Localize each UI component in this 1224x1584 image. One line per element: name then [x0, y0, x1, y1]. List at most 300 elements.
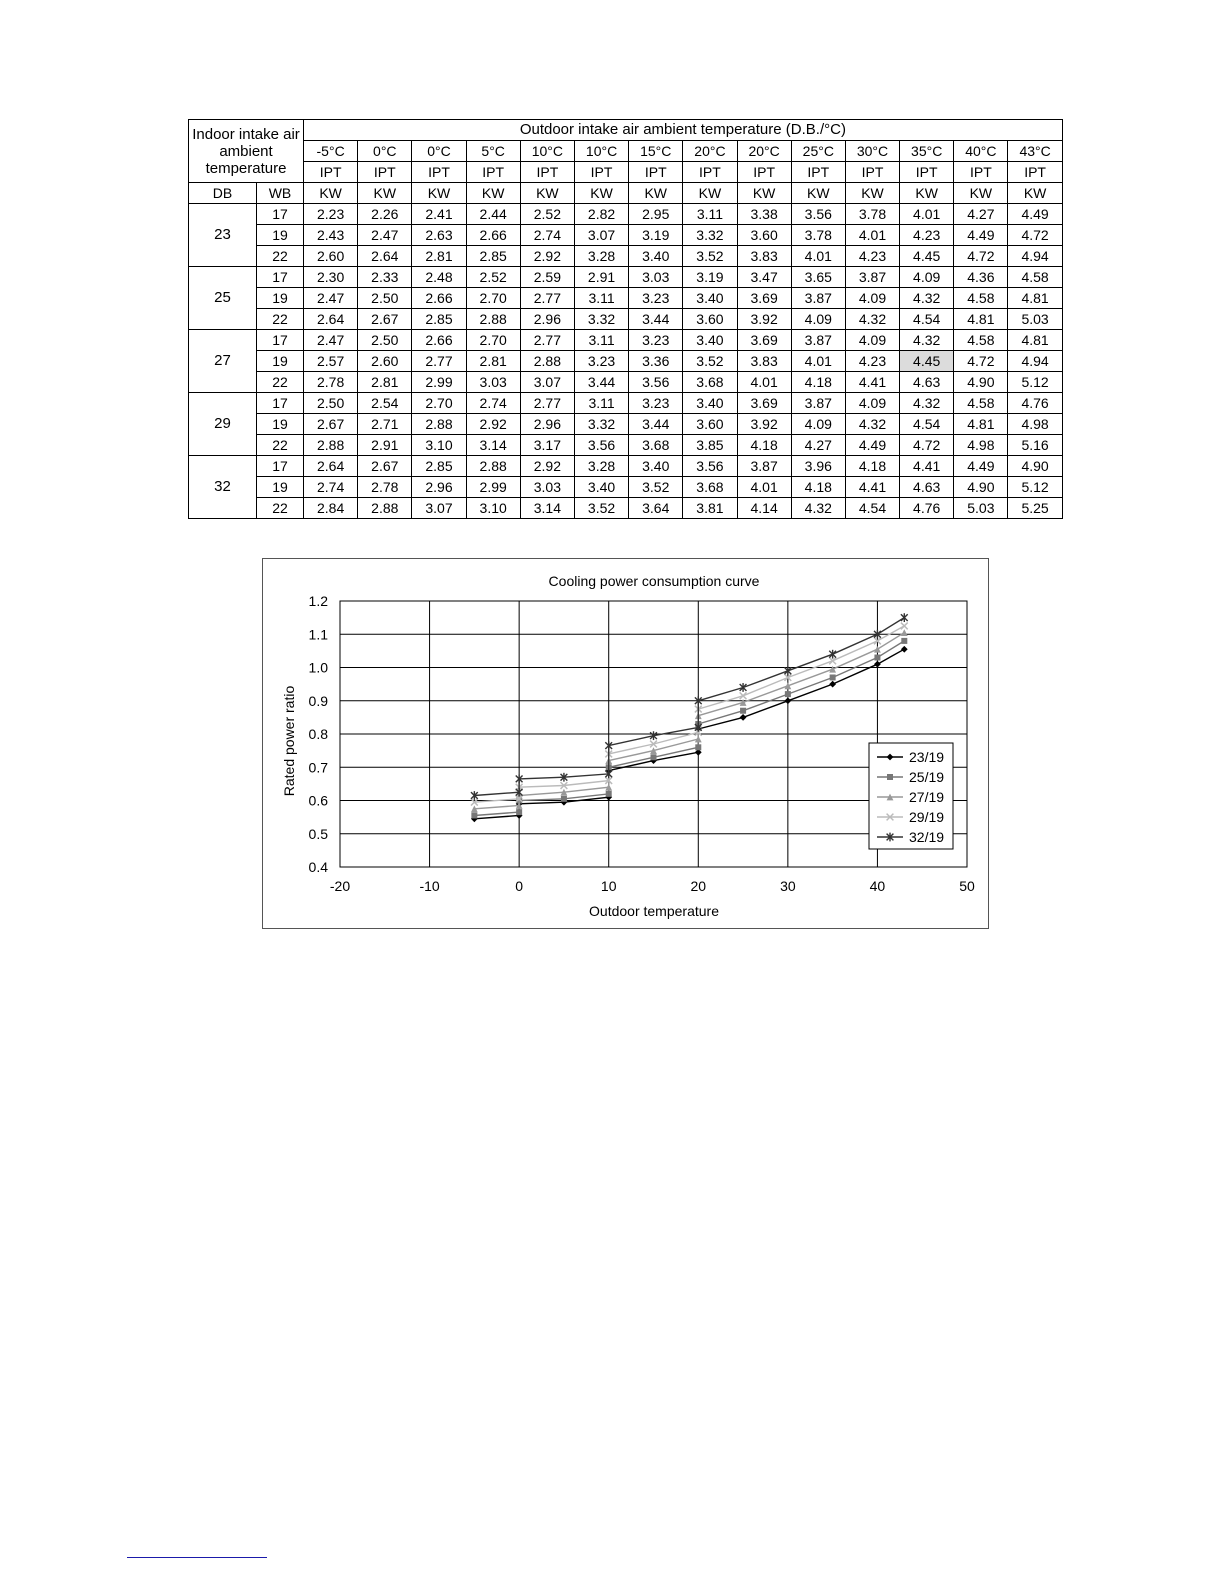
value-cell: 2.52 [520, 204, 574, 225]
wb-cell: 19 [257, 288, 304, 309]
wb-cell: 17 [257, 456, 304, 477]
value-cell: 3.69 [737, 330, 791, 351]
value-cell: 2.92 [520, 246, 574, 267]
chart-title: Cooling power consumption curve [548, 573, 760, 589]
value-cell: 3.17 [520, 435, 574, 456]
value-cell: 4.94 [1008, 246, 1062, 267]
value-cell: 4.72 [1008, 225, 1062, 246]
table-row [189, 393, 1063, 414]
data-point [695, 744, 701, 750]
value-cell: 3.87 [737, 456, 791, 477]
table-row [189, 498, 1063, 519]
value-cell: 3.11 [574, 330, 628, 351]
value-cell: 2.41 [412, 204, 466, 225]
value-cell: 2.88 [304, 435, 358, 456]
value-cell: 4.45 [900, 246, 954, 267]
value-cell: 3.19 [683, 267, 737, 288]
value-cell: 4.09 [900, 267, 954, 288]
value-cell: 4.01 [791, 351, 845, 372]
value-cell: 2.91 [574, 267, 628, 288]
value-cell: 3.23 [629, 288, 683, 309]
data-point [901, 638, 907, 644]
value-cell: 3.64 [629, 498, 683, 519]
y-tick-label: 0.4 [308, 859, 328, 875]
data-point [606, 791, 612, 797]
value-cell: 4.58 [954, 288, 1008, 309]
ipt-cell: IPT [412, 162, 466, 183]
value-cell: 2.88 [520, 351, 574, 372]
value-cell: 4.27 [791, 435, 845, 456]
data-point [516, 809, 522, 815]
value-cell: 4.49 [1008, 204, 1062, 225]
value-cell: 3.38 [737, 204, 791, 225]
wb-cell: 22 [257, 498, 304, 519]
value-cell: 4.09 [791, 309, 845, 330]
value-cell: 3.19 [629, 225, 683, 246]
temperature-header-row [189, 141, 1063, 162]
value-cell: 4.81 [1008, 288, 1062, 309]
data-point [561, 796, 567, 802]
y-tick-label: 0.5 [308, 825, 328, 842]
value-cell: 4.81 [954, 309, 1008, 330]
data-point [471, 812, 477, 818]
wb-cell: 19 [257, 477, 304, 498]
outdoor-header: Outdoor intake air ambient temperature (D.B./°C) [304, 120, 1063, 141]
ipt-cell: IPT [520, 162, 574, 183]
wb-cell: 22 [257, 309, 304, 330]
ipt-cell: IPT [304, 162, 358, 183]
value-cell: 2.96 [520, 414, 574, 435]
value-cell: 2.48 [412, 267, 466, 288]
value-cell: 4.58 [1008, 267, 1062, 288]
value-cell: 4.01 [791, 246, 845, 267]
value-cell: 2.57 [304, 351, 358, 372]
value-cell: 3.52 [629, 477, 683, 498]
y-axis-label: Rated power ratio [281, 685, 297, 797]
kw-cell: KW [737, 183, 791, 204]
data-point [887, 774, 893, 780]
value-cell: 3.87 [791, 330, 845, 351]
value-cell: 3.87 [845, 267, 899, 288]
value-cell: 3.07 [412, 498, 466, 519]
value-cell: 3.40 [629, 246, 683, 267]
value-cell: 2.33 [358, 267, 412, 288]
value-cell: 4.32 [845, 309, 899, 330]
legend-label: 27/19 [909, 789, 945, 805]
kw-cell: KW [574, 183, 628, 204]
value-cell: 4.09 [845, 288, 899, 309]
temp-header-cell: 35°C [900, 141, 954, 162]
value-cell: 4.58 [954, 330, 1008, 351]
kw-cell: KW [845, 183, 899, 204]
value-cell: 3.44 [574, 372, 628, 393]
value-cell: 5.12 [1008, 477, 1062, 498]
footnote-rule [127, 1557, 267, 1558]
value-cell: 2.30 [304, 267, 358, 288]
value-cell: 4.98 [1008, 414, 1062, 435]
value-cell: 4.14 [737, 498, 791, 519]
value-cell: 4.09 [845, 393, 899, 414]
wb-cell: 19 [257, 225, 304, 246]
value-cell: 2.91 [358, 435, 412, 456]
table-row [189, 330, 1063, 351]
value-cell: 3.85 [683, 435, 737, 456]
value-cell: 4.32 [900, 288, 954, 309]
table-row [189, 267, 1063, 288]
value-cell: 2.77 [520, 393, 574, 414]
value-cell: 3.14 [466, 435, 520, 456]
value-cell: 2.66 [466, 225, 520, 246]
value-cell: 4.23 [845, 246, 899, 267]
value-cell: 2.70 [466, 330, 520, 351]
value-cell: 2.78 [304, 372, 358, 393]
value-cell: 2.85 [412, 456, 466, 477]
value-cell: 4.63 [900, 372, 954, 393]
value-cell: 2.64 [304, 456, 358, 477]
x-tick-label: 30 [780, 878, 796, 894]
value-cell: 5.16 [1008, 435, 1062, 456]
table-row [189, 456, 1063, 477]
value-cell: 3.69 [737, 288, 791, 309]
value-cell: 3.56 [629, 372, 683, 393]
value-cell: 3.69 [737, 393, 791, 414]
value-cell: 4.98 [954, 435, 1008, 456]
value-cell: 3.10 [412, 435, 466, 456]
value-cell: 2.99 [412, 372, 466, 393]
value-cell: 3.40 [629, 456, 683, 477]
value-cell: 2.99 [466, 477, 520, 498]
value-cell: 4.72 [954, 351, 1008, 372]
db-cell: 27 [189, 330, 257, 393]
table-row [189, 204, 1063, 225]
value-cell: 4.09 [791, 414, 845, 435]
value-cell: 3.92 [737, 309, 791, 330]
kw-cell: KW [791, 183, 845, 204]
value-cell: 2.60 [304, 246, 358, 267]
value-cell: 3.03 [629, 267, 683, 288]
kw-cell: KW [1008, 183, 1062, 204]
value-cell: 2.84 [304, 498, 358, 519]
temp-header-cell: 5°C [466, 141, 520, 162]
table-row [189, 435, 1063, 456]
value-cell: 4.32 [900, 393, 954, 414]
kw-cell: KW [629, 183, 683, 204]
ipt-cell: IPT [358, 162, 412, 183]
ipt-cell: IPT [737, 162, 791, 183]
legend-label: 25/19 [909, 769, 945, 785]
value-cell: 4.90 [954, 372, 1008, 393]
value-cell: 2.92 [520, 456, 574, 477]
y-tick-label: 0.7 [308, 759, 328, 776]
value-cell: 4.76 [1008, 393, 1062, 414]
data-point [874, 655, 880, 661]
value-cell: 3.11 [574, 288, 628, 309]
value-cell: 3.68 [683, 477, 737, 498]
ipt-cell: IPT [574, 162, 628, 183]
value-cell: 2.67 [304, 414, 358, 435]
value-cell: 3.83 [737, 351, 791, 372]
value-cell: 2.85 [466, 246, 520, 267]
kw-cell: KW [358, 183, 412, 204]
legend-label: 29/19 [909, 809, 945, 825]
value-cell: 3.92 [737, 414, 791, 435]
wb-cell: 17 [257, 204, 304, 225]
value-cell: 2.77 [520, 330, 574, 351]
db-label: DB [189, 183, 257, 204]
temp-header-cell: 0°C [358, 141, 412, 162]
wb-cell: 17 [257, 393, 304, 414]
table-row [189, 414, 1063, 435]
value-cell: 2.70 [466, 288, 520, 309]
data-point [830, 674, 836, 680]
value-cell: 2.47 [358, 225, 412, 246]
value-cell: 3.10 [466, 498, 520, 519]
y-tick-label: 0.8 [308, 726, 328, 742]
value-cell: 2.77 [412, 351, 466, 372]
db-cell: 32 [189, 456, 257, 519]
value-cell: 3.81 [683, 498, 737, 519]
temp-header-cell: 20°C [737, 141, 791, 162]
legend-label: 32/19 [909, 829, 945, 845]
wb-cell: 17 [257, 330, 304, 351]
value-cell: 3.52 [683, 351, 737, 372]
value-cell: 3.87 [791, 393, 845, 414]
temp-header-cell: 10°C [574, 141, 628, 162]
x-tick-label: 40 [869, 878, 886, 894]
ipt-cell: IPT [954, 162, 1008, 183]
kw-unit-row [189, 183, 1063, 204]
wb-cell: 19 [257, 414, 304, 435]
value-cell: 3.44 [629, 309, 683, 330]
value-cell: 3.56 [683, 456, 737, 477]
y-tick-label: 0.6 [308, 792, 328, 809]
value-cell: 3.56 [574, 435, 628, 456]
value-cell: 2.82 [574, 204, 628, 225]
value-cell: 2.96 [520, 309, 574, 330]
value-cell: 4.54 [900, 309, 954, 330]
value-cell: 4.90 [954, 477, 1008, 498]
value-cell: 2.88 [466, 309, 520, 330]
value-cell: 4.54 [900, 414, 954, 435]
chart-frame [262, 558, 989, 929]
wb-cell: 22 [257, 246, 304, 267]
temp-header-cell: 25°C [791, 141, 845, 162]
x-axis-label: Outdoor temperature [589, 903, 719, 919]
value-cell: 2.67 [358, 309, 412, 330]
value-cell: 2.95 [629, 204, 683, 225]
wb-label: WB [257, 183, 304, 204]
kw-cell: KW [304, 183, 358, 204]
value-cell: 3.47 [737, 267, 791, 288]
value-cell: 2.77 [520, 288, 574, 309]
legend-label: 23/19 [909, 749, 945, 765]
value-cell: 3.83 [737, 246, 791, 267]
value-cell: 3.28 [574, 246, 628, 267]
value-cell: 2.92 [466, 414, 520, 435]
value-cell: 2.66 [412, 330, 466, 351]
y-tick-label: 1.0 [308, 659, 328, 676]
ipt-unit-row [189, 162, 1063, 183]
value-cell: 2.88 [412, 414, 466, 435]
value-cell: 2.88 [358, 498, 412, 519]
value-cell: 4.23 [900, 225, 954, 246]
cooling-power-chart [263, 559, 988, 928]
temp-header-cell: 15°C [629, 141, 683, 162]
value-cell: 3.23 [629, 330, 683, 351]
table-row [189, 351, 1063, 372]
value-cell: 4.01 [737, 477, 791, 498]
db-cell: 25 [189, 267, 257, 330]
value-cell: 4.63 [900, 477, 954, 498]
value-cell: 2.74 [304, 477, 358, 498]
value-cell: 2.23 [304, 204, 358, 225]
ipt-cell: IPT [629, 162, 683, 183]
wb-cell: 22 [257, 372, 304, 393]
value-cell: 3.60 [683, 414, 737, 435]
value-cell: 4.01 [737, 372, 791, 393]
kw-cell: KW [683, 183, 737, 204]
value-cell: 3.07 [574, 225, 628, 246]
value-cell: 3.03 [466, 372, 520, 393]
value-cell: 2.43 [304, 225, 358, 246]
value-cell: 4.41 [845, 372, 899, 393]
value-cell: 3.11 [683, 204, 737, 225]
value-cell: 4.76 [900, 498, 954, 519]
table-row [189, 372, 1063, 393]
temp-header-cell: 40°C [954, 141, 1008, 162]
value-cell: 2.60 [358, 351, 412, 372]
kw-cell: KW [466, 183, 520, 204]
x-tick-label: 0 [515, 878, 524, 894]
value-cell: 2.47 [304, 330, 358, 351]
value-cell: 2.64 [304, 309, 358, 330]
value-cell: 4.18 [845, 456, 899, 477]
value-cell: 3.65 [791, 267, 845, 288]
value-cell: 4.54 [845, 498, 899, 519]
table-row [189, 288, 1063, 309]
value-cell: 4.49 [954, 456, 1008, 477]
y-tick-label: 0.9 [308, 692, 328, 709]
value-cell: 4.18 [737, 435, 791, 456]
value-cell: 3.32 [683, 225, 737, 246]
value-cell: 2.81 [466, 351, 520, 372]
value-cell: 3.23 [629, 393, 683, 414]
value-cell: 3.60 [737, 225, 791, 246]
value-cell: 4.94 [1008, 351, 1062, 372]
ipt-cell: IPT [791, 162, 845, 183]
value-cell: 3.28 [574, 456, 628, 477]
value-cell: 4.32 [900, 330, 954, 351]
x-tick-label: 50 [959, 878, 975, 894]
ipt-cell: IPT [845, 162, 899, 183]
value-cell: 3.68 [629, 435, 683, 456]
value-cell: 4.49 [954, 225, 1008, 246]
data-point [651, 754, 657, 760]
value-cell: 3.60 [683, 309, 737, 330]
value-cell: 4.45 [900, 351, 954, 372]
value-cell: 5.03 [1008, 309, 1062, 330]
x-tick-label: -20 [329, 878, 351, 894]
value-cell: 3.52 [574, 498, 628, 519]
ipt-cell: IPT [466, 162, 520, 183]
wb-cell: 17 [257, 267, 304, 288]
value-cell: 4.01 [845, 225, 899, 246]
value-cell: 4.90 [1008, 456, 1062, 477]
value-cell: 2.74 [466, 393, 520, 414]
y-tick-label: 1.1 [308, 626, 328, 643]
value-cell: 2.26 [358, 204, 412, 225]
value-cell: 4.23 [845, 351, 899, 372]
value-cell: 2.50 [304, 393, 358, 414]
ipt-cell: IPT [1008, 162, 1062, 183]
value-cell: 2.67 [358, 456, 412, 477]
x-tick-label: -10 [419, 878, 440, 894]
indoor-header: Indoor intake air ambient temperature [189, 120, 304, 183]
table-row [189, 477, 1063, 498]
value-cell: 2.85 [412, 309, 466, 330]
temp-header-cell: -5°C [304, 141, 358, 162]
value-cell: 4.49 [845, 435, 899, 456]
kw-cell: KW [900, 183, 954, 204]
value-cell: 2.59 [520, 267, 574, 288]
value-cell: 3.03 [520, 477, 574, 498]
kw-cell: KW [954, 183, 1008, 204]
value-cell: 3.11 [574, 393, 628, 414]
value-cell: 5.03 [954, 498, 1008, 519]
value-cell: 3.07 [520, 372, 574, 393]
value-cell: 3.40 [683, 393, 737, 414]
value-cell: 4.36 [954, 267, 1008, 288]
db-cell: 23 [189, 204, 257, 267]
temp-header-cell: 43°C [1008, 141, 1062, 162]
value-cell: 4.27 [954, 204, 1008, 225]
value-cell: 3.23 [574, 351, 628, 372]
value-cell: 5.12 [1008, 372, 1062, 393]
value-cell: 2.66 [412, 288, 466, 309]
value-cell: 4.32 [791, 498, 845, 519]
data-point [740, 708, 746, 714]
kw-cell: KW [412, 183, 466, 204]
value-cell: 3.36 [629, 351, 683, 372]
value-cell: 3.52 [683, 246, 737, 267]
value-cell: 2.71 [358, 414, 412, 435]
value-cell: 2.52 [466, 267, 520, 288]
temp-header-cell: 30°C [845, 141, 899, 162]
value-cell: 2.96 [412, 477, 466, 498]
legend [869, 743, 953, 849]
value-cell: 3.56 [791, 204, 845, 225]
value-cell: 2.88 [466, 456, 520, 477]
value-cell: 4.32 [845, 414, 899, 435]
value-cell: 4.18 [791, 477, 845, 498]
ipt-cell: IPT [683, 162, 737, 183]
value-cell: 4.18 [791, 372, 845, 393]
table-body [189, 120, 1063, 519]
table-row [189, 309, 1063, 330]
value-cell: 4.72 [900, 435, 954, 456]
value-cell: 2.47 [304, 288, 358, 309]
kw-cell: KW [520, 183, 574, 204]
value-cell: 2.74 [520, 225, 574, 246]
value-cell: 4.41 [845, 477, 899, 498]
value-cell: 2.70 [412, 393, 466, 414]
table-row [189, 225, 1063, 246]
temp-header-cell: 0°C [412, 141, 466, 162]
value-cell: 4.01 [900, 204, 954, 225]
value-cell: 4.41 [900, 456, 954, 477]
value-cell: 3.32 [574, 414, 628, 435]
db-cell: 29 [189, 393, 257, 456]
